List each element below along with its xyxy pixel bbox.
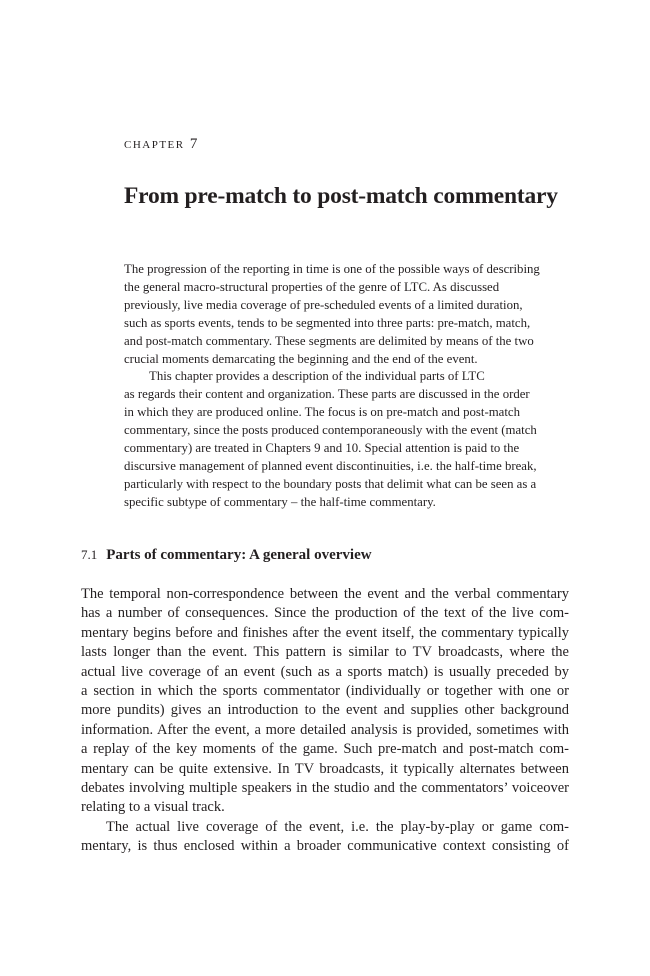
section-number: 7.1 [81, 547, 98, 562]
abstract-line: the general macro-structural properties of the genre of LTC. As discussed [124, 279, 500, 294]
abstract-line: specific subtype of commentary – the half-time commentary. [124, 494, 436, 509]
abstract-line: particularly with respect to the boundary posts that delimit what can be seen as a [124, 476, 537, 491]
body-line: The temporal non-correspondence between the event and the verbal commentary [81, 586, 569, 602]
body-line: information. After the event, a more detailed analysis is provided, sometimes with [81, 721, 569, 738]
abstract-line: previously, live media coverage of pre-scheduled events of a limited duration, [124, 297, 523, 312]
abstract-line: The progression of the reporting in time is one of the possible ways of describing [124, 262, 540, 276]
abstract-line: in which they are produced online. The focus is on pre-match and post-match [124, 405, 520, 420]
body-line: lasts longer than the event. This pattern is similar to TV broadcasts, where the [81, 644, 569, 661]
body-line: The actual live coverage of the event, i.e. the play-by-play or game com- [106, 818, 569, 835]
body-line: has a number of consequences. Since the production of the text of the live com- [81, 605, 569, 622]
section-heading [81, 547, 372, 564]
abstract-line: commentary, since the posts produced contemporaneously with the event (match [124, 423, 537, 438]
abstract-line: crucial moments demarcating the beginning and the end of the event. [124, 351, 478, 366]
chapter-title: From pre-match to post-match commentary [124, 183, 558, 209]
body-line: mentary, is thus enclosed within a broader communicative context consisting of [81, 838, 569, 855]
body-line: more pundits) gives an introduction to the event and supplies other background [81, 702, 569, 719]
abstract-line: such as sports events, tends to be segmented into three parts: pre-match, match, [124, 315, 531, 330]
body-line: actual live coverage of an event (such as a sports match) is usually preceded by [81, 663, 569, 680]
body-line: relating to a visual track. [81, 799, 225, 816]
body-text [81, 585, 569, 857]
body-line: mentary begins before and finishes after the event itself, the commentary typically [81, 624, 569, 641]
abstract-line: as regards their content and organization. These parts are discussed in the order [124, 387, 530, 402]
chapter-label: chapter 7 [124, 136, 199, 152]
abstract-line: discursive management of planned event discontinuities, i.e. the half-time break, [124, 458, 537, 473]
body-line: mentary can be quite extensive. In TV broadcasts, it typically alternates between [81, 760, 569, 777]
body-line: a section in which the sports commentator (individually or together with one or [81, 683, 569, 700]
abstract-line: This chapter provides a description of the individual parts of LTC [149, 369, 485, 384]
body-line: debates involving multiple speakers in the studio and the commentators’ voiceover [81, 780, 569, 797]
abstract-line: commentary) are treated in Chapters 9 and 10. Special attention is paid to the [124, 441, 520, 456]
section-title: Parts of commentary: A general overview [106, 547, 372, 563]
body-line: a replay of the key moments of the game. Such pre-match and post-match com- [81, 741, 569, 758]
abstract-line: and post-match commentary. These segments are delimited by means of the two [124, 333, 534, 348]
chapter-abstract [124, 261, 570, 512]
